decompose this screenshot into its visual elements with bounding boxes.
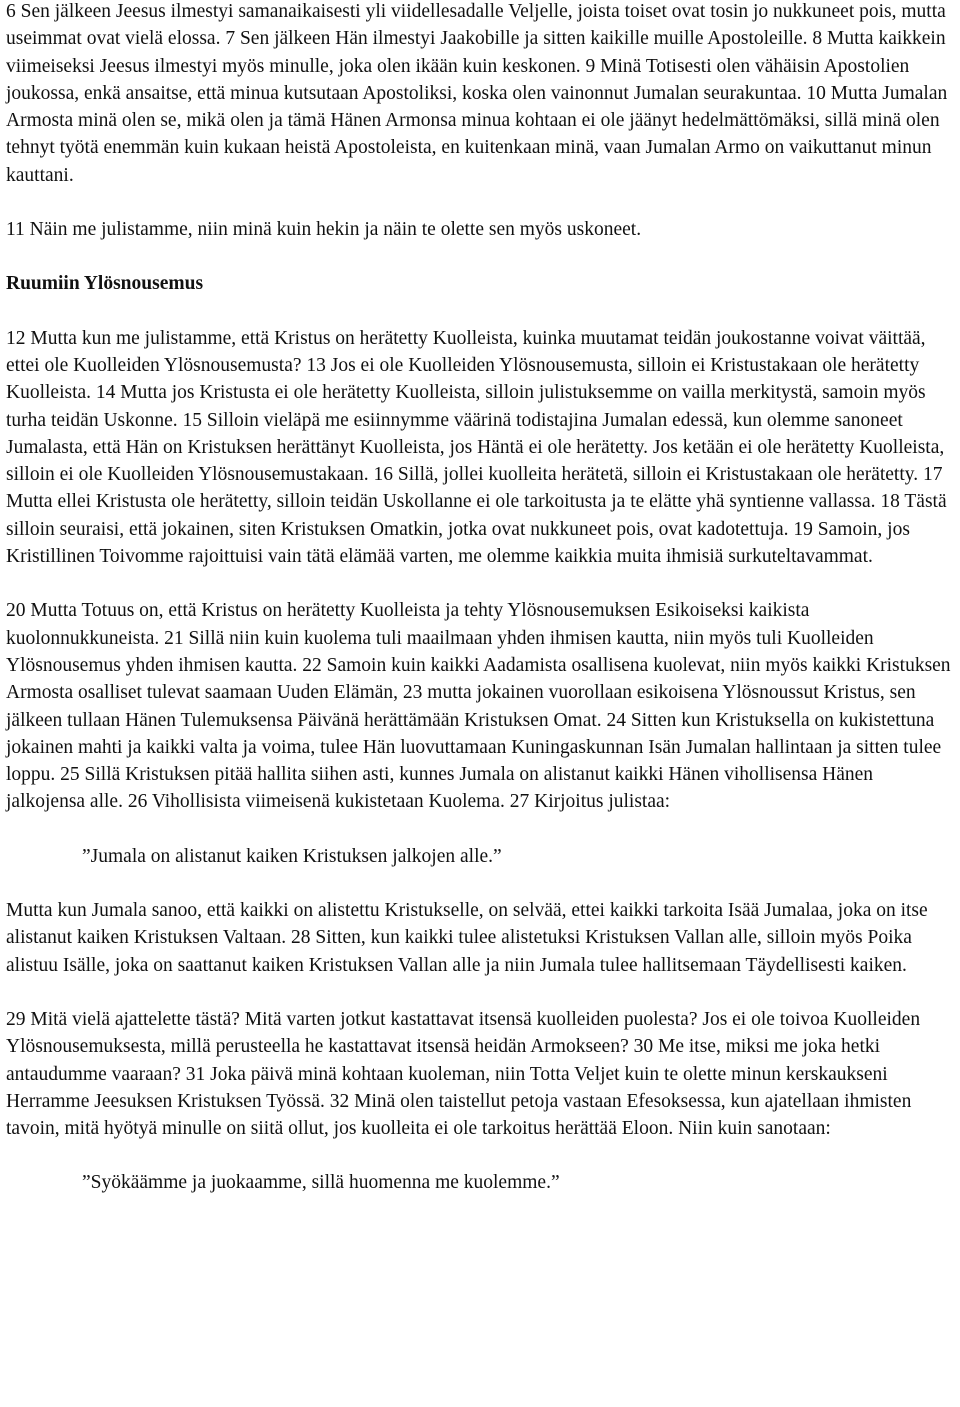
paragraph-verses-12-19: 12 Mutta kun me julistamme, että Kristus on herätetty Kuolleista, kuinka muutamat teidän joukostanne voivat väittää, ettei ole Kuolleiden Ylösnousemusta? 13 Jos ei ole Kuolleiden Ylösnousemusta, silloin ei Kristustakaan ole herätetty Kuolleista. 14 Mutta jos Kristusta ei ole herätetty Kuolleista, silloin julistuksemme on vailla merkitystä, samoin myös turha teidän Uskonne. 15 Silloin vieläpä me esiinnymme väärinä todistajina Jumalan edessä, kun olemme sanoneet Jumalasta, että Hän on Kristuksen herättänyt Kuolleista, jos Häntä ei ole herätetty. Jos ketään ei ole herätetty Kuolleista, silloin ei ole Kuolleiden Ylösnousemustakaan. 16 Sillä, jollei kuolleita herätetä, silloin ei Kristustakaan ole herätetty. 17 Mutta ellei Kristusta ole herätetty, silloin teidän Uskollanne ei ole tarkoitusta ja te elätte yhä syntienne vallassa. 18 Tästä silloin seuraisi, että jokainen, siten Kristuksen Omatkin, jotka ovat nukkuneet pois, ovat kadotettuja. 19 Samoin, jos Kristillinen Toivomme rajoittuisi vain tätä elämää varten, me olemme kaikkia muita ihmisiä surkuteltavammat. (6, 327, 947, 568)
paragraph-verses-6-10: 6 Sen jälkeen Jeesus ilmestyi samanaikaisesti yli viidellesadalle Veljelle, joista toiset ovat tosin jo nukkuneet pois, mutta useimmat ovat vielä elossa. 7 Sen jälkeen Hän ilmestyi Jaakobille ja sitten kaikille muille Apostoleille. 8 Mutta kaikkein viimeiseksi Jeesus ilmestyi myös minulle, joka olen ikään kuin keskonen. 9 Minä Totisesti olen vähäisin Apostolien joukossa, enkä ansaitse, että minua kutsutaan Apostoliksi, koska olen vainonnut Jumalan seurakuntaa. 10 Mutta Jumalan Armosta minä olen se, mikä olen ja tämä Hänen Armonsa minua kohtaan ei ole jäänyt hedelmättömäksi, sillä minä olen tehnyt työtä enemmän kuin kukaan heistä Apostoleista, en kuitenkaan minä, vaan Jumalan Armo on vaikuttanut minun kauttani. (6, 1, 948, 186)
block-quote-2: ”Syökäämme ja juokaamme, sillä huomenna me kuolemme.” (82, 1172, 560, 1194)
paragraph-verses-20-27: 20 Mutta Totuus on, että Kristus on herätetty Kuolleista ja tehty Ylösnousemuksen Esikoiseksi kaikista kuolonnukkuneista. 21 Sillä niin kuin kuolema tuli maailmaan yhden ihmisen kautta, niin myös tuli Kuolleiden Ylösnousemus yhden ihmisen kautta. 22 Samoin kuin kaikki Aadamista osallisena kuolevat, niin myös kaikki Kristuksen Armosta osalliset tulevat saamaan Uuden Elämän, 23 mutta jokainen vuorollaan esikoisena Ylösnoussut Kristus, sen jälkeen tullaan Hänen Tulemuksensa Päivänä herättämään Kristuksen Omat. 24 Sitten kun Kristuksella on kukistettuna jokainen mahti ja kaikki valta ja voima, tulee Hän luovuttamaan Kuningaskunnan Isän Jumalan hallintaan ja sitten tulee loppu. 25 Sillä Kristuksen pitää hallita siihen asti, kunnes Jumala on alistanut kaikki Hänen vihollisensa Hänen jalkojensa alle. 26 Vihollisista viimeisenä kukistetaan Kuolema. 27 Kirjoitus julistaa: (6, 600, 951, 813)
paragraph-verse-11: 11 Näin me julistamme, niin minä kuin hekin ja näin te olette sen myös uskoneet. (6, 219, 642, 241)
document-page (6, 0, 954, 1197)
block-quote-1: ”Jumala on alistanut kaiken Kristuksen jalkojen alle.” (82, 845, 502, 867)
paragraph-verse-28: Mutta kun Jumala sanoo, että kaikki on alistettu Kristukselle, on selvää, ettei kaikki tarkoita Isää Jumalaa, joka on itse alistanut kaiken Kristuksen Valtaan. 28 Sitten, kun kaikki tulee alistetuksi Kristuksen Vallan alle, silloin myös Poika alistuu Isälle, joka on saattanut kaiken Kristuksen Vallan alle ja niin Jumala tulee hallitsemaan Täydellisesti kaiken. (6, 900, 928, 976)
paragraph-verses-29-32: 29 Mitä vielä ajattelette tästä? Mitä varten jotkut kastattavat itsensä kuolleiden puolesta? Jos ei ole toivoa Kuolleiden Ylösnousemuksesta, millä perusteella he kastattavat itsensä heidän Armokseen? 30 Me itse, miksi me joka hetki antaudumme vaaraan? 31 Joka päivä minä kohtaan kuoleman, niin Totta Veljet kuin te olette minun kerskaukseni Herramme Jeesuksen Kristuksen Työssä. 32 Minä olen taistellut petoja vastaan Efesoksessa, kun ajatellaan ihmisten tavoin, mitä hyötyä minulle on siitä ollut, jos kuolleita ei ole tarkoitus herättää Eloon. Niin kuin sanotaan: (6, 1008, 921, 1140)
section-heading: Ruumiin Ylösnousemus (6, 273, 204, 295)
